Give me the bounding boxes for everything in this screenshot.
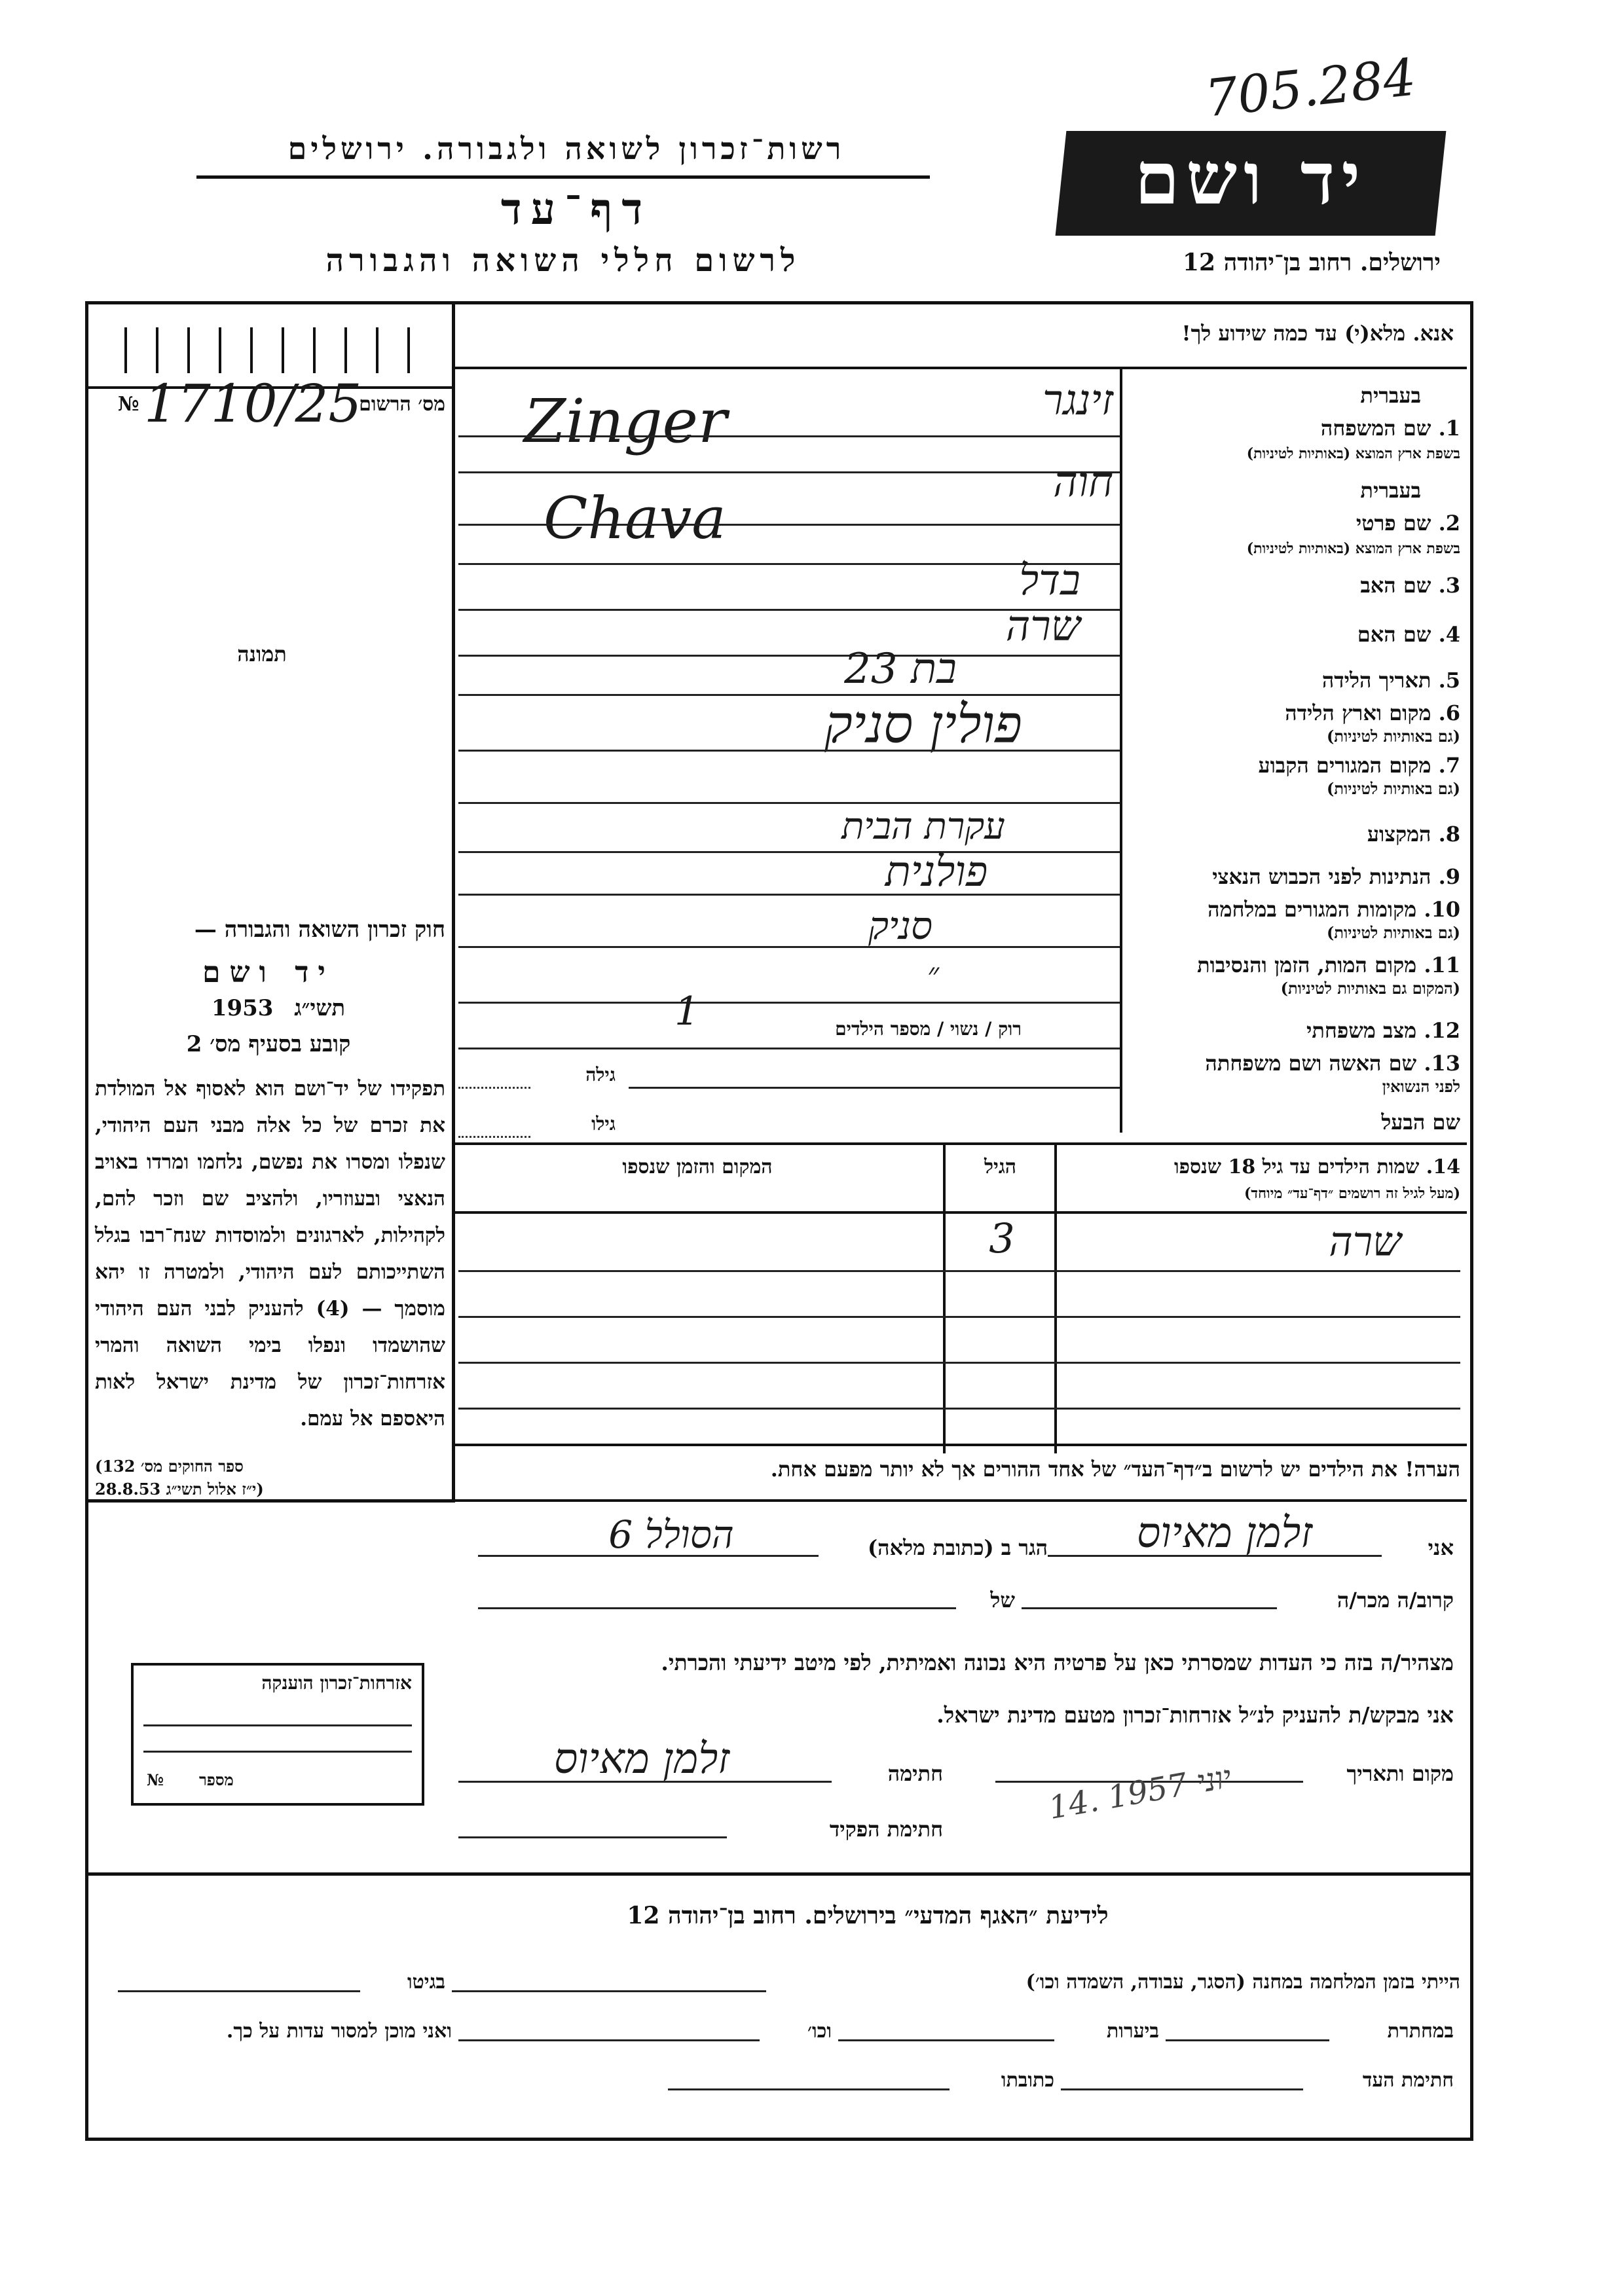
surname-latin: Zinger [524, 386, 727, 456]
of-label: של [990, 1588, 1015, 1613]
field-lang: בעברית [1360, 383, 1421, 408]
field-row-1 [1126, 383, 1460, 462]
declarant-address: הסולל 6 [608, 1512, 734, 1557]
grant-title: אזרחות־זכרון הוענקה [261, 1672, 412, 1694]
field-citizenship: 9. הנתינות לפני הכבוש הנאצי [1212, 864, 1460, 889]
place-date-label: מקום ותאריך [1346, 1761, 1454, 1786]
request-text: אני מבקש/ת להעניק לנ״ל אזרחות־זכרון מטעם מדינת ישראל. [936, 1702, 1454, 1728]
firstname-hebrew: חוה [1053, 458, 1113, 507]
children-label: 14. שמות הילדים עד גיל 18 שנספו [1173, 1156, 1460, 1178]
law-body: תפקידו של יד־ושם הוא לאסוף אל המולדת את זכרם של כל אלה מבני העם היהודי, שנפלו ומסרו את נפשם, נלחמו ומרדו באויב הנאצי ובעוזריו, ולהציב שם וזכר להם, לקהילות, לארגונים ולמוסדות שנח־רבו בגלל השתייכותם לעם היהודי, ולמטרה זו יהא מוסמך — (4) להעניק לבני העם היהודי שהושמדו ונפלו בימי השואה והמרי אזרחות־זכרון של מדינת ישראל לאות היאספם אל עמם. [95, 1077, 445, 1430]
surname-hebrew: זינגר [1043, 376, 1113, 425]
firstname-latin: Chava [544, 484, 726, 552]
field-sub: בשפת ארץ המוצא (באותיות לטיניות) [1246, 540, 1460, 557]
logo-text: יד ושם [1134, 136, 1367, 221]
field-row-2 [1126, 478, 1460, 557]
field-death-sub: (המקום גם באותיות לטיניות) [1280, 979, 1460, 998]
declarant-name: זלמן מאיוס [1136, 1509, 1313, 1558]
death-value: ״ [927, 956, 940, 993]
tick-boxes [124, 327, 439, 373]
field-profession: 8. המקצוע [1367, 822, 1460, 847]
officer-label: חתימת הפקיד [829, 1817, 943, 1842]
child-age: 3 [989, 1214, 1015, 1262]
profession-value: עקרת הבית [841, 805, 1005, 848]
field-residence-sub: (גם באותיות לטיניות) [1326, 779, 1460, 798]
father-value: בדל [1019, 556, 1080, 605]
wife-age-label: גילה [585, 1064, 616, 1085]
field-husband: שם הבעל [1381, 1110, 1460, 1135]
gar-b-label: הגר ב (כתובת מלאה) [868, 1535, 1048, 1560]
grant-box [131, 1663, 424, 1806]
law-year: 1953 תשי״ג [211, 995, 346, 1021]
grant-no: № [147, 1770, 164, 1789]
address: ירושלים. רחוב בן־יהודה 12 [1182, 249, 1441, 276]
marital-value: 1 [674, 989, 700, 1034]
bottom-line-2c: וכו׳ [807, 2020, 832, 2043]
field-label: 1. שם המשפחה [1320, 416, 1460, 441]
bottom-line-2d: ואני מוכן למסור עדות על כך. [226, 2020, 452, 2043]
field-birthplace-sub: (גם באותיות לטיניות) [1326, 727, 1460, 746]
field-wartime-residence: 10. מקומות המגורים במלחמה [1208, 897, 1460, 922]
signature: זלמן מאיוס [553, 1735, 730, 1783]
field-label: 2. שם פרטי [1356, 511, 1460, 536]
bottom-line-3b: כתובתו [1001, 2069, 1054, 2092]
citizenship-value: פולנית [885, 848, 988, 896]
date-stamp: 14. יוני 1957 [1046, 1758, 1234, 1827]
relation-label: קרוב/ה מכר/ה [1337, 1588, 1454, 1613]
field-wartime-sub: (גם באותיות לטיניות) [1326, 923, 1460, 942]
field-residence: 7. מקום המגורים הקבוע [1258, 753, 1460, 778]
form-title: דף־עד [500, 183, 652, 234]
children-place-header: המקום והזמן שנספו [622, 1156, 773, 1178]
law-ref-1: (ספר החוקים מס׳ 132 [95, 1457, 244, 1476]
grant-number-label: מספר [199, 1770, 234, 1789]
bottom-line-2b: ביערות [1106, 2020, 1159, 2043]
child-name: שרה [1329, 1218, 1401, 1266]
children-sub: (מעל לגיל זה רושמים ״דף־עד״ מיוחד) [1244, 1185, 1460, 1202]
wartime-value: סניק [868, 903, 933, 948]
bottom-line-1a: הייתי בזמן המלחמה במחנה (הסגר, עבודה, השמדה וכו׳) [1025, 1971, 1460, 1994]
archive-number: 705.284 [1202, 48, 1419, 129]
birthdate-value: בת 23 [844, 645, 957, 693]
field-lang: בעברית [1360, 478, 1421, 503]
field-birthplace: 6. מקום וארץ הלידה [1285, 701, 1460, 725]
registration-label: מס׳ הרשום [359, 393, 445, 416]
field-wife-sub: לפני הנשואין [1382, 1077, 1460, 1096]
bottom-line-2a: במחתרת [1387, 2020, 1454, 2043]
law-title: חוק זכרון השואה והגבורה — [194, 917, 445, 943]
form-subtitle: לרשום חללי השואה והגבורה [325, 242, 801, 279]
instruction: אנא. מלא(י) עד כמה שידוע לך! [1181, 321, 1454, 346]
birthplace-value: פולין סניק [824, 694, 1022, 755]
marital-options: רוק / נשוי / מספר הילדים [835, 1018, 1022, 1040]
note: הערה! את הילדים יש לרשום ב״דף־העד״ של אחד ההורים אך לא יותר מפעם אחת. [770, 1457, 1460, 1482]
field-marital: 12. מצב משפחתי [1306, 1018, 1460, 1043]
field-father: 3. שם האב [1360, 573, 1460, 598]
mother-value: שרה [1005, 602, 1080, 651]
field-death: 11. מקום המות, הזמן והנסיבות [1197, 953, 1460, 977]
bottom-title: לידיעת ״האגף המדעי״ בירושלים. רחוב בן־יהודה 12 [627, 1902, 1109, 1929]
law-clause: קובע בסעיף מס׳ 2 [186, 1031, 351, 1057]
ani-label: אני [1428, 1535, 1454, 1560]
field-birthdate: 5. תאריך הלידה [1321, 668, 1460, 693]
registration-number: 1710/25 [144, 373, 362, 434]
bottom-line-1b: בגיטו [407, 1971, 445, 1994]
children-age-header: הגיל [984, 1156, 1017, 1178]
law-ref-2: י״ז אלול תשי״ג 28.8.53) [95, 1480, 264, 1499]
photo-label: תמונה [237, 642, 287, 666]
field-sub: בשפת ארץ המוצא (באותיות לטיניות) [1246, 445, 1460, 462]
declaration-text: מצהיר/ה בזה כי העדות שמסרתי כאן על פרטיה היא נכונה ואמיתית, לפי מיטב ידיעתי והכרתי. [661, 1650, 1454, 1675]
bottom-line-3a: חתימת העד [1362, 2069, 1454, 2092]
organization-line: רשות־זכרון לשואה ולגבורה. ירושלים [287, 131, 845, 166]
field-mother: 4. שם האם [1357, 622, 1460, 647]
signature-label: חתימה [887, 1761, 943, 1786]
law-name: יד ושם [202, 956, 335, 989]
field-wife: 13. שם האשה ושם משפחתה [1205, 1051, 1460, 1076]
husband-age-label: גילו [591, 1113, 616, 1135]
